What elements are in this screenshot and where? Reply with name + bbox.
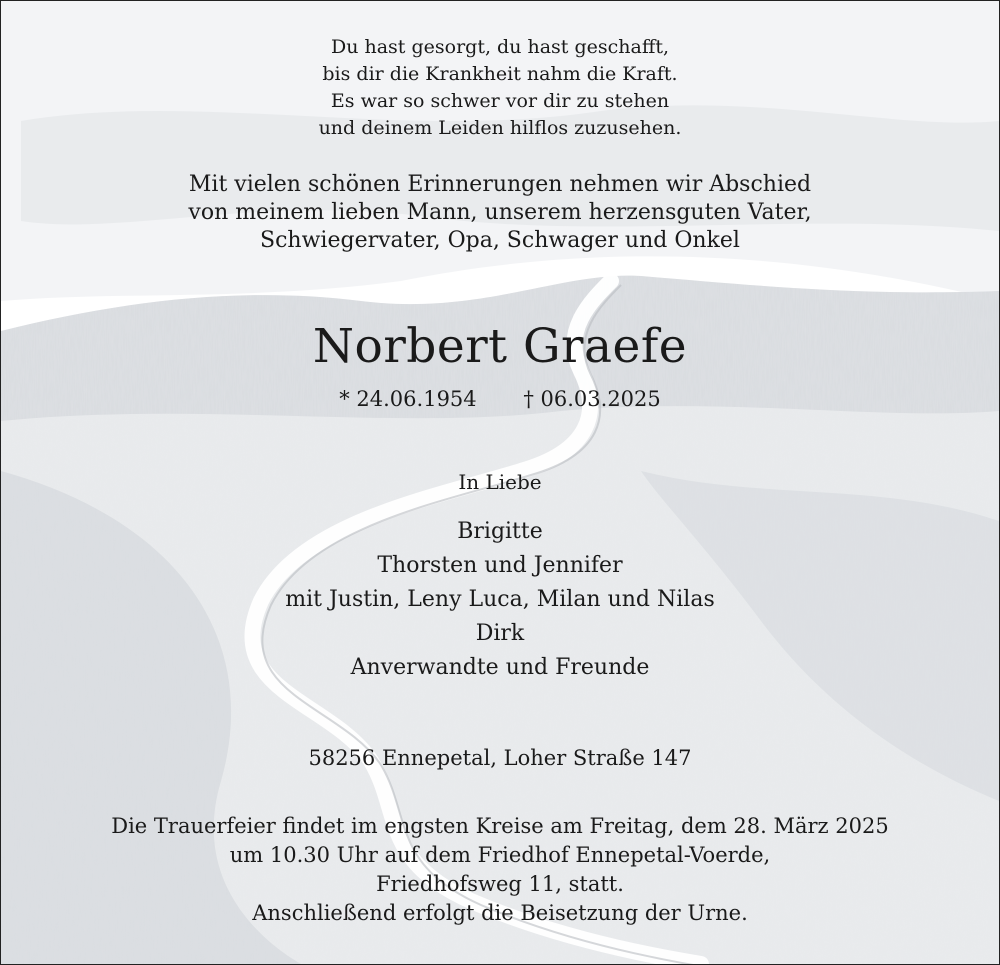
mourners-list (1, 515, 999, 685)
birth-date: * 24.06.1954 (339, 387, 477, 411)
ceremony-line: um 10.30 Uhr auf dem Friedhof Ennepetal-Voerde, (229, 843, 771, 867)
ceremony-notice (1, 812, 999, 928)
intro-line: Mit vielen schönen Erinnerungen nehmen wir Abschied (188, 172, 812, 197)
mourner-line: Dirk (475, 621, 525, 646)
in-liebe-line: In Liebe (458, 470, 542, 494)
ceremony-line: Friedhofsweg 11, statt. (376, 872, 624, 896)
ceremony-line: Anschließend erfolgt die Beisetzung der Urne. (252, 901, 748, 925)
poem-line: Du hast gesorgt, du hast geschafft, (330, 36, 670, 58)
intro-line: von meinem lieben Mann, unserem herzensguten Vater, (188, 200, 812, 225)
address: 58256 Ennepetal, Loher Straße 147 (308, 746, 692, 770)
life-dates (1, 384, 999, 414)
poem-line: und deinem Leiden hilflos zuzusehen. (318, 117, 682, 139)
death-date: † 06.03.2025 (523, 387, 661, 411)
ceremony-line: Die Trauerfeier findet im engsten Kreise am Freitag, dem 28. März 2025 (111, 814, 889, 838)
mourner-line: Anverwandte und Freunde (350, 655, 650, 680)
intro-line: Schwiegervater, Opa, Schwager und Onkel (260, 228, 740, 253)
poem-line: bis dir die Krankheit nahm die Kraft. (322, 63, 678, 85)
mourner-line: Brigitte (457, 519, 543, 544)
memorial-poem (1, 34, 999, 142)
deceased-name: Norbert Graefe (312, 319, 688, 374)
farewell-intro (1, 171, 999, 255)
mourner-line: mit Justin, Leny Luca, Milan und Nilas (285, 587, 715, 612)
obituary-text (1, 1, 999, 964)
poem-line: Es war so schwer vor dir zu stehen (330, 90, 670, 112)
mourner-line: Thorsten und Jennifer (377, 553, 623, 578)
